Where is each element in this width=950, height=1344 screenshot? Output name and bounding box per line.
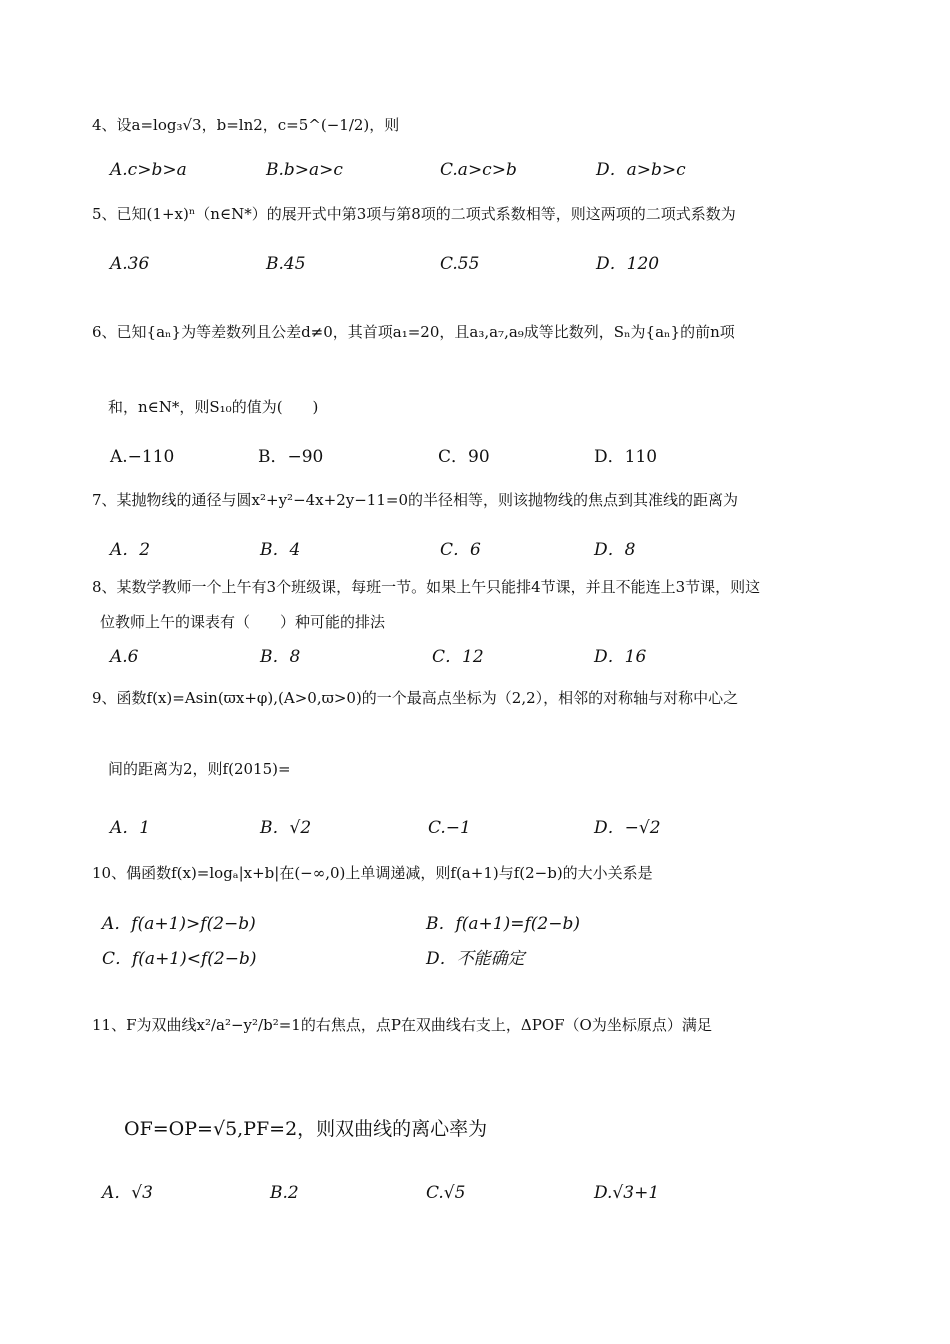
q5-option-d: D．120	[596, 254, 660, 274]
question-8-stem: 8、某数学教师一个上午有3个班级课，每班一节。如果上午只能排4节课，并且不能连上3节课，则这	[92, 578, 761, 596]
q5-option-b: B.45	[266, 254, 306, 274]
q7-option-d: D．8	[594, 540, 636, 560]
question-9-stem-continued: 间的距离为2，则f(2015)=	[108, 760, 291, 778]
q4-option-d: D．a>b>c	[596, 160, 686, 180]
q9-option-b: B．√2	[260, 818, 312, 838]
q5-option-c: C.55	[440, 254, 480, 274]
q9-option-c: C.−1	[428, 818, 471, 838]
q8-option-d: D．16	[594, 647, 647, 667]
q10-option-c: C．f(a+1)<f(2−b)	[102, 949, 257, 969]
q11-option-d: D.√3+1	[594, 1183, 660, 1203]
q8-option-b: B．8	[260, 647, 301, 667]
question-7-stem: 7、某抛物线的通径与圆x²+y²−4x+2y−11=0的半径相等，则该抛物线的焦点到其准线的距离为	[92, 491, 738, 509]
q9-option-d: D．−√2	[594, 818, 661, 838]
question-6-stem-continued: 和，n∈N*，则S₁₀的值为( )	[108, 398, 319, 416]
q7-option-a: A．2	[110, 540, 151, 560]
q6-option-d: D．110	[594, 447, 658, 467]
q7-option-c: C．6	[440, 540, 481, 560]
q10-option-a: A．f(a+1)>f(2−b)	[102, 914, 256, 934]
q4-option-c: C.a>c>b	[440, 160, 517, 180]
q5-option-a: A.36	[110, 254, 150, 274]
q4-option-b: B.b>a>c	[266, 160, 343, 180]
q6-option-c: C．90	[438, 447, 490, 467]
q8-option-c: C．12	[432, 647, 484, 667]
question-4-stem: 4、设a=log₃√3，b=ln2，c=5^(−1/2)，则	[92, 116, 400, 134]
q7-option-b: B．4	[260, 540, 301, 560]
q6-option-a: A.−110	[110, 447, 175, 467]
q11-option-c: C.√5	[426, 1183, 466, 1203]
q11-option-b: B.2	[270, 1183, 299, 1203]
q10-option-d: D．不能确定	[426, 949, 525, 969]
question-5-stem: 5、已知(1+x)ⁿ（n∈N*）的展开式中第3项与第8项的二项式系数相等，则这两项的二项式系数为	[92, 205, 736, 223]
q6-option-b: B．−90	[258, 447, 324, 467]
question-11-stem: 11、F为双曲线x²/a²−y²/b²=1的右焦点，点P在双曲线右支上，ΔPOF（O为坐标原点）满足	[92, 1016, 712, 1034]
q11-option-a: A．√3	[102, 1183, 153, 1203]
question-6-stem: 6、已知{aₙ}为等差数列且公差d≠0，其首项a₁=20，且a₃,a₇,a₉成等比数列，Sₙ为{aₙ}的前n项	[92, 323, 735, 341]
question-10-stem: 10、偶函数f(x)=logₐ|x+b|在(−∞,0)上单调递减，则f(a+1)与f(2−b)的大小关系是	[92, 864, 653, 882]
question-8-stem-continued: 位教师上午的课表有（ ）种可能的排法	[100, 613, 386, 631]
q9-option-a: A．1	[110, 818, 151, 838]
q8-option-a: A.6	[110, 647, 139, 667]
q4-option-a: A.c>b>a	[110, 160, 187, 180]
question-11-stem-continued: OF=OP=√5,PF=2，则双曲线的离心率为	[124, 1118, 488, 1140]
question-9-stem: 9、函数f(x)=Asin(ϖx+φ),(A>0,ϖ>0)的一个最高点坐标为（2,2），相邻的对称轴与对称中心之	[92, 689, 739, 707]
q10-option-b: B．f(a+1)=f(2−b)	[426, 914, 580, 934]
